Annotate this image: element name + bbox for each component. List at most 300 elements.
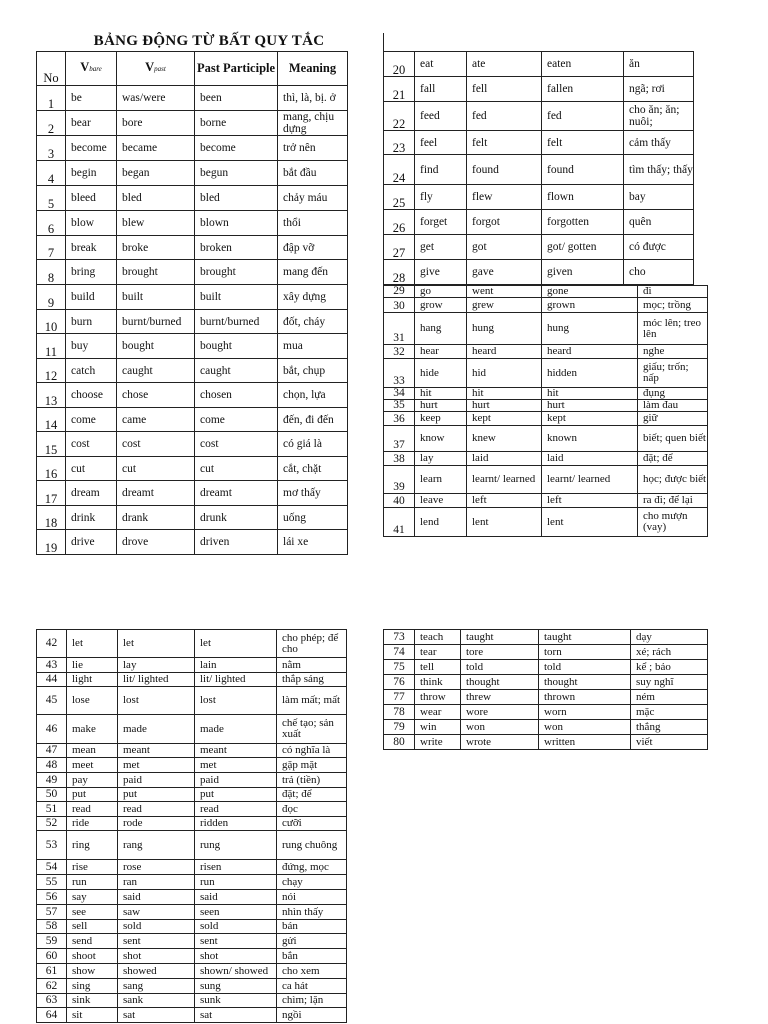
verb-bare: write [415, 735, 461, 750]
verb-bare: find [415, 155, 467, 185]
verb-past: learnt/ learned [467, 466, 542, 494]
verb-meaning: quên [624, 210, 694, 235]
verb-bare: dream [66, 481, 117, 506]
table-row [37, 408, 348, 432]
row-number: 24 [384, 155, 415, 185]
row-number: 7 [37, 236, 66, 260]
verb-past-participle: lit/ lighted [195, 673, 277, 687]
row-number: 14 [37, 408, 66, 432]
row-number: 60 [37, 949, 67, 964]
verb-past: sat [118, 1008, 195, 1023]
row-number: 37 [384, 426, 415, 452]
verb-past: caught [117, 359, 195, 383]
row-number: 17 [37, 481, 66, 506]
verb-meaning: có được [624, 235, 694, 260]
table-row [384, 400, 708, 412]
verb-past-participle: eaten [542, 52, 624, 77]
verb-table-4 [36, 629, 347, 1023]
verb-past: thought [461, 675, 539, 690]
verb-meaning: trả (tiền) [277, 773, 347, 788]
verb-meaning: ca hát [277, 979, 347, 994]
verb-past: fed [467, 102, 542, 131]
header-no: No [37, 52, 66, 86]
verb-bare: throw [415, 690, 461, 705]
table-row [384, 77, 694, 102]
verb-meaning: thắng [631, 720, 708, 735]
verb-meaning: mọc; trồng [638, 298, 708, 313]
verb-bare: hear [415, 345, 467, 359]
row-number: 25 [384, 185, 415, 210]
verb-bare: wear [415, 705, 461, 720]
verb-past-participle: bled [195, 186, 278, 211]
verb-bare: sing [67, 979, 118, 994]
table-row [37, 161, 348, 186]
verb-meaning: suy nghĩ [631, 675, 708, 690]
row-number: 27 [384, 235, 415, 260]
verb-meaning: thắp sáng [277, 673, 347, 687]
verb-table-2 [383, 51, 694, 285]
verb-bare: know [415, 426, 467, 452]
verb-past: put [118, 788, 195, 802]
verb-past-participle: come [195, 408, 278, 432]
verb-meaning: đụng [638, 388, 708, 400]
header-v-bare: Vbare [66, 52, 117, 86]
verb-meaning: nghe [638, 345, 708, 359]
table-row [37, 530, 348, 555]
verb-past-participle: brought [195, 260, 278, 285]
verb-past: bore [117, 111, 195, 136]
table-row [384, 260, 694, 285]
row-number: 34 [384, 388, 415, 400]
row-number: 73 [384, 630, 415, 645]
verb-bare: sink [67, 994, 118, 1008]
verb-past-participle: given [542, 260, 624, 285]
table-row [384, 313, 708, 345]
verb-bare: drink [66, 506, 117, 530]
table-row [384, 720, 708, 735]
verb-past: cut [117, 457, 195, 481]
verb-past-participle: been [195, 86, 278, 111]
table-row [37, 136, 348, 161]
table-row [37, 890, 347, 905]
verb-meaning: đến, đi đến [278, 408, 348, 432]
table-row [384, 735, 708, 750]
table-row [37, 788, 347, 802]
row-number: 38 [384, 452, 415, 466]
table-row [37, 334, 348, 359]
verb-meaning: làm mất; mất [277, 687, 347, 715]
verb-bare: light [67, 673, 118, 687]
verb-past: became [117, 136, 195, 161]
table-row [384, 210, 694, 235]
verb-meaning: chạy [277, 875, 347, 890]
table-row [384, 466, 708, 494]
verb-past: hurt [467, 400, 542, 412]
verb-bare: bring [66, 260, 117, 285]
verb-past: burnt/burned [117, 310, 195, 334]
verb-past: built [117, 285, 195, 310]
verb-bare: put [67, 788, 118, 802]
row-number: 74 [384, 645, 415, 660]
table-row [37, 934, 347, 949]
verb-past-participle: hung [542, 313, 638, 345]
verb-past: bought [117, 334, 195, 359]
verb-past: dreamt [117, 481, 195, 506]
row-number: 44 [37, 673, 67, 687]
table-header-row [37, 52, 348, 86]
table-row [37, 186, 348, 211]
verb-past: knew [467, 426, 542, 452]
verb-bare: lay [415, 452, 467, 466]
row-number: 2 [37, 111, 66, 136]
verb-past: meant [118, 744, 195, 758]
verb-past: was/were [117, 86, 195, 111]
row-number: 47 [37, 744, 67, 758]
verb-bare: read [67, 802, 118, 817]
table-row [37, 630, 347, 658]
verb-meaning: đặt; để [277, 788, 347, 802]
verb-past: sank [118, 994, 195, 1008]
row-number: 4 [37, 161, 66, 186]
verb-past: showed [118, 964, 195, 979]
verb-past-participle: borne [195, 111, 278, 136]
table-row [37, 979, 347, 994]
verb-bare: blow [66, 211, 117, 236]
verb-past: fell [467, 77, 542, 102]
verb-bare: feel [415, 131, 467, 155]
verb-bare: meet [67, 758, 118, 773]
verb-past: flew [467, 185, 542, 210]
verb-meaning: học; được biết [638, 466, 708, 494]
verb-past-participle: let [195, 630, 277, 658]
table-row [384, 660, 708, 675]
verb-past: grew [467, 298, 542, 313]
verb-past: bled [117, 186, 195, 211]
row-number: 23 [384, 131, 415, 155]
verb-bare: lend [415, 508, 467, 537]
verb-meaning: nói [277, 890, 347, 905]
verb-meaning: cho ăn; ăn; nuôi; [624, 102, 694, 131]
verb-meaning: đặt; để [638, 452, 708, 466]
row-number: 54 [37, 860, 67, 875]
verb-meaning: cắt, chặt [278, 457, 348, 481]
verb-past-participle: sat [195, 1008, 277, 1023]
table-row [37, 905, 347, 920]
verb-bare: tear [415, 645, 461, 660]
verb-bare: give [415, 260, 467, 285]
verb-meaning: giấu; trốn; nấp [638, 359, 708, 388]
verb-table-3 [383, 285, 708, 537]
verb-bare: get [415, 235, 467, 260]
verb-meaning: bán [277, 920, 347, 934]
verb-past: made [118, 715, 195, 744]
row-number: 53 [37, 831, 67, 860]
verb-past-participle: rung [195, 831, 277, 860]
verb-meaning: chìm; lặn [277, 994, 347, 1008]
verb-table-5 [383, 629, 708, 750]
table-row [37, 831, 347, 860]
verb-past: sent [118, 934, 195, 949]
verb-meaning: uống [278, 506, 348, 530]
verb-bare: come [66, 408, 117, 432]
verb-past-participle: risen [195, 860, 277, 875]
row-number: 36 [384, 412, 415, 426]
table-row [384, 235, 694, 260]
verb-past-participle: left [542, 494, 638, 508]
table-row [37, 875, 347, 890]
table-row [384, 690, 708, 705]
verb-meaning: gặp mặt [277, 758, 347, 773]
verb-past-participle: ridden [195, 817, 277, 831]
verb-past-participle: hurt [542, 400, 638, 412]
verb-meaning: cho [624, 260, 694, 285]
verb-past-participle: shown/ showed [195, 964, 277, 979]
verb-past-participle: told [539, 660, 631, 675]
verb-meaning: chảy máu [278, 186, 348, 211]
verb-meaning: giữ [638, 412, 708, 426]
row-number: 39 [384, 466, 415, 494]
row-number: 12 [37, 359, 66, 383]
verb-past: came [117, 408, 195, 432]
row-number: 8 [37, 260, 66, 285]
verb-past: broke [117, 236, 195, 260]
verb-past-participle: thought [539, 675, 631, 690]
row-number: 21 [384, 77, 415, 102]
table-row [384, 705, 708, 720]
verb-past-participle: grown [542, 298, 638, 313]
verb-past: rang [118, 831, 195, 860]
verb-past: gave [467, 260, 542, 285]
verb-meaning: thì, là, bị. ở [278, 86, 348, 111]
row-number: 45 [37, 687, 67, 715]
table-row [384, 426, 708, 452]
verb-past-participle: bought [195, 334, 278, 359]
verb-meaning: ngã; rơi [624, 77, 694, 102]
verb-past: said [118, 890, 195, 905]
verb-past-participle: taught [539, 630, 631, 645]
table-row [384, 185, 694, 210]
verb-bare: fall [415, 77, 467, 102]
row-number: 35 [384, 400, 415, 412]
table-2-top-line [383, 33, 384, 51]
verb-bare: show [67, 964, 118, 979]
verb-past-participle: flown [542, 185, 624, 210]
verb-past: ran [118, 875, 195, 890]
table-row [37, 773, 347, 788]
row-number: 5 [37, 186, 66, 211]
verb-bare: eat [415, 52, 467, 77]
row-number: 52 [37, 817, 67, 831]
row-number: 78 [384, 705, 415, 720]
table-row [37, 949, 347, 964]
verb-bare: make [67, 715, 118, 744]
verb-meaning: chọn, lựa [278, 383, 348, 408]
table-row [37, 758, 347, 773]
verb-past: won [461, 720, 539, 735]
row-number: 10 [37, 310, 66, 334]
table-row [384, 675, 708, 690]
verb-bare: win [415, 720, 461, 735]
verb-past: threw [461, 690, 539, 705]
verb-meaning: gửi [277, 934, 347, 949]
row-number: 3 [37, 136, 66, 161]
verb-past-participle: laid [542, 452, 638, 466]
verb-past: got [467, 235, 542, 260]
verb-bare: choose [66, 383, 117, 408]
verb-past: rose [118, 860, 195, 875]
verb-past-participle: heard [542, 345, 638, 359]
table-row [37, 236, 348, 260]
verb-past-participle: fed [542, 102, 624, 131]
verb-meaning: trở nên [278, 136, 348, 161]
verb-meaning: cho xem [277, 964, 347, 979]
verb-bare: tell [415, 660, 461, 675]
verb-bare: ring [67, 831, 118, 860]
verb-bare: lie [67, 658, 118, 673]
verb-bare: burn [66, 310, 117, 334]
verb-past: sold [118, 920, 195, 934]
table-row [384, 630, 708, 645]
verb-past-participle: made [195, 715, 277, 744]
verb-bare: cut [66, 457, 117, 481]
row-number: 42 [37, 630, 67, 658]
verb-bare: hurt [415, 400, 467, 412]
verb-past: met [118, 758, 195, 773]
verb-past: brought [117, 260, 195, 285]
table-row [384, 494, 708, 508]
verb-past-participle: fallen [542, 77, 624, 102]
verb-meaning: viết [631, 735, 708, 750]
verb-past: felt [467, 131, 542, 155]
verb-meaning: đập vỡ [278, 236, 348, 260]
verb-meaning: xé; rách [631, 645, 708, 660]
verb-bare: mean [67, 744, 118, 758]
table-row [384, 388, 708, 400]
verb-bare: fly [415, 185, 467, 210]
verb-past: paid [118, 773, 195, 788]
verb-past-participle: got/ gotten [542, 235, 624, 260]
verb-past-participle: sent [195, 934, 277, 949]
verb-past: drove [117, 530, 195, 555]
verb-bare: learn [415, 466, 467, 494]
row-number: 40 [384, 494, 415, 508]
row-number: 32 [384, 345, 415, 359]
table-row [37, 715, 347, 744]
verb-past-participle: found [542, 155, 624, 185]
table-row [37, 920, 347, 934]
verb-meaning: bay [624, 185, 694, 210]
verb-past: began [117, 161, 195, 186]
row-number: 13 [37, 383, 66, 408]
verb-past-participle: cut [195, 457, 278, 481]
row-number: 26 [384, 210, 415, 235]
verb-past: saw [118, 905, 195, 920]
table-row [384, 452, 708, 466]
row-number: 55 [37, 875, 67, 890]
row-number: 80 [384, 735, 415, 750]
row-number: 56 [37, 890, 67, 905]
verb-bare: rise [67, 860, 118, 875]
verb-past-participle: hit [542, 388, 638, 400]
verb-past: chose [117, 383, 195, 408]
verb-past-participle: shot [195, 949, 277, 964]
verb-past-participle: torn [539, 645, 631, 660]
row-number: 46 [37, 715, 67, 744]
verb-bare: bleed [66, 186, 117, 211]
verb-past-participle: begun [195, 161, 278, 186]
table-row [37, 481, 348, 506]
verb-past: taught [461, 630, 539, 645]
verb-meaning: có nghĩa là [277, 744, 347, 758]
verb-bare: send [67, 934, 118, 949]
verb-bare: go [415, 286, 467, 298]
table-row [37, 964, 347, 979]
row-number: 49 [37, 773, 67, 788]
table-row [37, 86, 348, 111]
verb-meaning: mua [278, 334, 348, 359]
verb-past: went [467, 286, 542, 298]
table-row [37, 111, 348, 136]
verb-past: lent [467, 508, 542, 537]
table-row [37, 1008, 347, 1023]
verb-bare: bear [66, 111, 117, 136]
header-past-participle: Past Participle [195, 52, 278, 86]
verb-bare: break [66, 236, 117, 260]
row-number: 6 [37, 211, 66, 236]
verb-past-participle: thrown [539, 690, 631, 705]
verb-past-participle: lain [195, 658, 277, 673]
verb-bare: sit [67, 1008, 118, 1023]
table-row [384, 286, 708, 298]
page-title: BẢNG ĐỘNG TỪ BẤT QUY TẮC [93, 33, 325, 49]
verb-past: heard [467, 345, 542, 359]
verb-bare: forget [415, 210, 467, 235]
row-number: 62 [37, 979, 67, 994]
verb-meaning: cưỡi [277, 817, 347, 831]
verb-past-participle: known [542, 426, 638, 452]
verb-past: ate [467, 52, 542, 77]
verb-meaning: cảm thấy [624, 131, 694, 155]
row-number: 20 [384, 52, 415, 77]
row-number: 79 [384, 720, 415, 735]
verb-past-participle: chosen [195, 383, 278, 408]
verb-past: told [461, 660, 539, 675]
table-row [37, 432, 348, 457]
verb-bare: run [67, 875, 118, 890]
table-row [37, 383, 348, 408]
verb-meaning: mang đến [278, 260, 348, 285]
verb-past: left [467, 494, 542, 508]
verb-meaning: cho mượn (vay) [638, 508, 708, 537]
verb-past: tore [461, 645, 539, 660]
verb-past-participle: lent [542, 508, 638, 537]
table-row [384, 155, 694, 185]
verb-bare: hit [415, 388, 467, 400]
row-number: 61 [37, 964, 67, 979]
row-number: 58 [37, 920, 67, 934]
verb-meaning: chế tạo; sản xuất [277, 715, 347, 744]
row-number: 16 [37, 457, 66, 481]
row-number: 1 [37, 86, 66, 111]
verb-past: drank [117, 506, 195, 530]
table-row [37, 744, 347, 758]
verb-bare: cost [66, 432, 117, 457]
verb-past-participle: burnt/burned [195, 310, 278, 334]
row-number: 33 [384, 359, 415, 388]
verb-meaning: đứng, mọc [277, 860, 347, 875]
header-meaning: Meaning [278, 52, 348, 86]
verb-past: wore [461, 705, 539, 720]
